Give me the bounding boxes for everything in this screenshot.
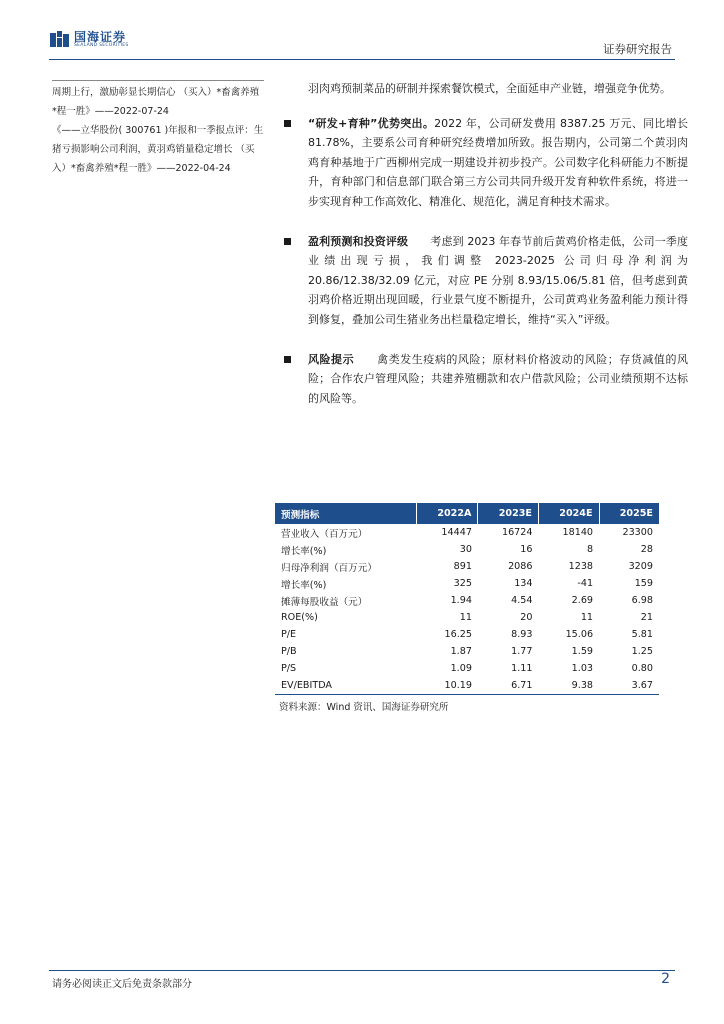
table-cell: P/E — [281, 629, 297, 640]
table-cell: 4.54 — [511, 595, 533, 606]
table-cell: 2.69 — [571, 595, 594, 606]
table-cell: 11 — [459, 612, 472, 623]
table-cell: P/B — [281, 646, 297, 657]
table-row — [275, 541, 659, 558]
table-cell: 891 — [453, 561, 472, 572]
table-cell: 增长率(%) — [281, 579, 327, 591]
bullet-text: 考虑到 2023 年春节前后黄鸡价格走低，公司一季度业绩出现亏损，我们调整 2023-2025 公司归母净利润为 20.86/12.38/32.09 亿元，对应 PE 分别 8.93/15.06/5.81 倍，但考虑到黄羽鸡价格近期出现回暖，行业景气度不断提升，公司黄鸡业务盈利能力预计得到修复，叠加公司生猪业务出栏量稳定增长，维持“买入”评级。 — [308, 234, 688, 326]
footer-divider — [49, 970, 675, 971]
bullet-square-icon — [284, 238, 291, 245]
table-cell: 1.77 — [511, 646, 533, 657]
forecast-table-section — [275, 503, 659, 713]
table-cell: 归母净利润（百万元） — [281, 562, 377, 574]
bullet-text: 禽类发生疫病的风险；原材料价格波动的风险；存货减值的风险；合作农户管理风险；共建养殖棚款和农户借款风险；公司业绩预期不达标的风险等。 — [308, 352, 688, 405]
table-cell: 10.19 — [416, 677, 478, 695]
table-row — [275, 660, 659, 677]
table-cell: 0.80 — [631, 663, 653, 674]
bullet-risk-warning — [284, 350, 688, 409]
table-cell: 325 — [453, 578, 472, 589]
logo-english-name: SEALAND SECURITIES — [74, 43, 129, 49]
related-report-line: 周期上行，激励彰显长期信心 （买入）*畜禽养殖 — [52, 87, 260, 98]
related-report-line: 入）*畜禽养殖*程一胜》——2022-04-24 — [52, 163, 231, 174]
table-cell: EV/EBITDA — [275, 677, 416, 695]
table-cell: 2086 — [508, 561, 533, 572]
table-source-note: 资料来源：Wind 资讯、国海证券研究所 — [279, 702, 449, 713]
table-cell: 1238 — [568, 561, 594, 572]
table-header-cell: 预测指标 — [281, 509, 320, 521]
bullet-square-icon — [284, 120, 291, 127]
related-report-line: 《——立华股份( 300761 )年报和一季报点评：生 — [52, 125, 264, 136]
table-cell: 15.06 — [565, 629, 594, 640]
page-header — [0, 0, 724, 64]
bullet-text: 2022 年，公司研发费用 8387.25 万元、同比增长 81.78%，主要系公司育种研究经费增加所致。报告期内，公司第二个黄羽肉鸡育种基地于广西柳州完成一期建设并初步投产。公司数字化科研能力不断提升，育种部门和信息部门联合第三方公司共同升级开发育种软件系统，将进一步实现育种工作高效化、精准化、规范化，满足育种技术需求。 — [308, 116, 688, 208]
logo-chinese-name: 国海证券 — [74, 30, 127, 45]
table-row — [275, 592, 659, 609]
bullet-paragraph — [308, 114, 688, 212]
table-cell: 9.38 — [539, 677, 600, 695]
table-row — [275, 626, 659, 643]
table-cell: 6.98 — [631, 595, 653, 606]
table-cell: 134 — [514, 578, 533, 589]
table-header-cell: 2024E — [539, 503, 600, 524]
table-cell: 1.25 — [631, 646, 653, 657]
page-number: 2 — [661, 971, 670, 987]
table-cell: 28 — [640, 544, 653, 555]
table-row — [275, 524, 659, 541]
forecast-table — [275, 503, 659, 695]
bullet-earnings-forecast — [284, 232, 688, 330]
table-cell: 3.67 — [599, 677, 659, 695]
table-cell: 摊薄每股收益（元） — [281, 596, 368, 608]
table-cell: 16 — [520, 544, 533, 555]
table-cell: 30 — [459, 544, 472, 555]
table-cell: 5.81 — [631, 629, 653, 640]
footer-disclaimer: 请务必阅读正文后免责条款部分 — [52, 979, 192, 990]
related-report-line: *程一胜》——2022-07-24 — [52, 106, 169, 117]
table-cell: 14447 — [441, 527, 472, 538]
table-header-cell: 2023E — [478, 503, 539, 524]
table-cell: 3209 — [628, 561, 653, 572]
table-row — [275, 575, 659, 592]
table-cell: 1.94 — [450, 595, 472, 606]
table-cell: ROE(%) — [281, 612, 318, 623]
bullet-rnd-breeding — [284, 114, 688, 212]
table-cell: 11 — [580, 612, 594, 623]
table-cell: 23300 — [622, 527, 653, 538]
table-cell: 18140 — [562, 527, 594, 538]
table-cell: 1.09 — [450, 663, 472, 674]
bullet-paragraph — [308, 350, 688, 409]
table-cell: 1.59 — [571, 646, 594, 657]
bullet-lead: “研发+育种”优势突出。 — [308, 116, 435, 130]
sealand-logo-icon — [50, 31, 70, 49]
header-divider — [49, 59, 675, 60]
table-header-cell: 2022A — [416, 503, 478, 524]
table-header-cell: 2025E — [599, 503, 659, 524]
main-content — [284, 79, 688, 408]
bullet-square-icon — [284, 356, 291, 363]
table-cell: P/S — [281, 663, 297, 674]
table-cell: 16.25 — [444, 629, 472, 640]
table-cell: 16724 — [501, 527, 533, 538]
table-cell: 1.11 — [511, 663, 533, 674]
related-reports — [52, 80, 264, 178]
bullet-lead: 风险提示 — [308, 352, 355, 366]
table-cell: 营业收入（百万元） — [281, 528, 368, 540]
bullet-lead: 盈利预测和投资评级 — [308, 234, 409, 248]
table-cell: 8.93 — [511, 629, 533, 640]
bullet-paragraph — [308, 232, 688, 330]
table-cell: 20 — [520, 612, 533, 623]
table-row — [275, 643, 659, 660]
table-cell: 21 — [640, 612, 653, 623]
table-cell: 1.03 — [571, 663, 594, 674]
related-reports-top-rule — [52, 80, 264, 81]
intro-paragraph: 羽肉鸡预制菜品的研制并探索餐饮模式，全面延申产业链，增强竞争优势。 — [308, 82, 671, 95]
table-cell: 1.87 — [450, 646, 472, 657]
table-row — [275, 677, 659, 695]
table-header-row — [275, 503, 659, 524]
report-type-title: 证券研究报告 — [603, 42, 672, 56]
table-cell: 增长率(%) — [281, 545, 327, 557]
table-cell: 6.71 — [478, 677, 539, 695]
table-row — [275, 558, 659, 575]
table-cell: 159 — [634, 578, 653, 589]
related-report-line: 猪亏损影响公司利润，黄羽鸡销量稳定增长 （买 — [52, 144, 255, 155]
company-logo — [50, 31, 129, 49]
table-cell: -41 — [577, 578, 594, 589]
table-row — [275, 609, 659, 626]
table-cell: 8 — [586, 544, 594, 555]
